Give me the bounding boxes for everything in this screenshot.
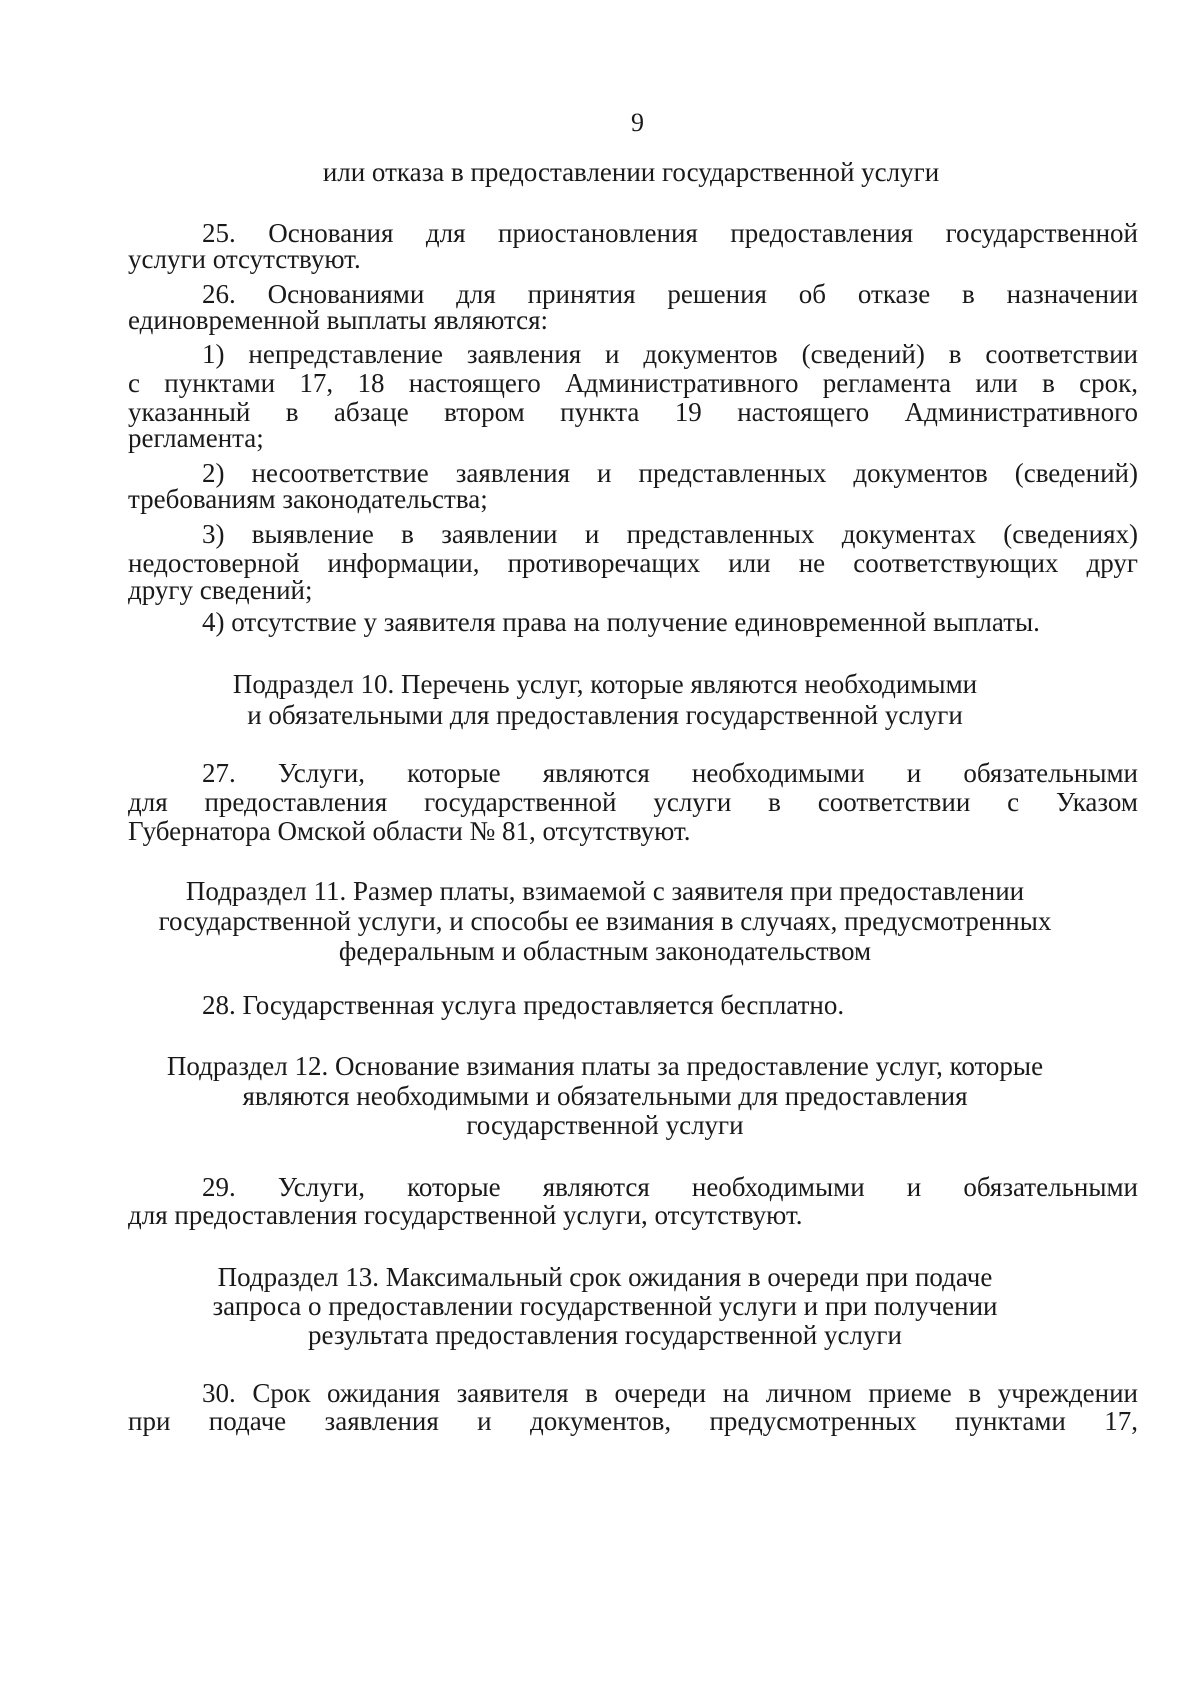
paragraph-29-line-1: 29. Услуги, которые являются необходимыми и обязательными xyxy=(202,1172,1138,1202)
subsection-12-heading-line-2: являются необходимыми и обязательными для предоставления xyxy=(242,1081,968,1111)
paragraph-28: 28. Государственная услуга предоставляется бесплатно. xyxy=(202,990,845,1020)
list-item-1-line-4: регламента; xyxy=(128,423,264,453)
page-number: 9 xyxy=(631,108,644,137)
paragraph-27-line-3: Губернатора Омской области № 81, отсутствуют. xyxy=(128,816,691,846)
list-item-1-line-1: 1) непредставление заявления и документов (сведений) в соответствии xyxy=(202,339,1138,369)
subsection-12-heading-line-3: государственной услуги xyxy=(466,1110,744,1140)
list-item-3-line-3: другу сведений; xyxy=(128,575,313,605)
subsection-13-heading-line-3: результата предоставления государственной услуги xyxy=(308,1320,902,1350)
subsection-12-heading-line-1: Подраздел 12. Основание взимания платы за предоставление услуг, которые xyxy=(166,1051,1044,1081)
list-item-1-line-3: указанный в абзаце втором пункта 19 настоящего Административного xyxy=(128,397,1138,427)
paragraph-27-line-2: для предоставления государственной услуги в соответствии с Указом xyxy=(128,787,1138,817)
paragraph-27-line-1: 27. Услуги, которые являются необходимыми и обязательными xyxy=(202,758,1138,788)
subsection-10-heading-line-1: Подраздел 10. Перечень услуг, которые являются необходимыми xyxy=(232,669,978,699)
paragraph-25-line-2: услуги отсутствуют. xyxy=(128,244,361,274)
subsection-11-heading-line-2: государственной услуги, и способы ее взимания в случаях, предусмотренных xyxy=(158,906,1052,936)
list-item-2-line-2: требованиям законодательства; xyxy=(128,484,488,514)
list-item-1-line-2: с пунктами 17, 18 настоящего Административного регламента или в срок, xyxy=(128,368,1138,398)
subsection-11-heading-line-3: федеральным и областным законодательством xyxy=(338,936,872,966)
paragraph-30-line-2: при подаче заявления и документов, предусмотренных пунктами 17, xyxy=(128,1406,1138,1436)
list-item-2-line-1: 2) несоответствие заявления и представленных документов (сведений) xyxy=(202,458,1138,488)
paragraph-30-line-1: 30. Срок ожидания заявителя в очереди на личном приеме в учреждении xyxy=(202,1378,1138,1408)
subsection-11-heading-line-1: Подраздел 11. Размер платы, взимаемой с заявителя при предоставлении xyxy=(185,876,1025,906)
list-item-4-line-1: 4) отсутствие у заявителя права на получение единовременной выплаты. xyxy=(202,607,1040,637)
list-item-3-line-1: 3) выявление в заявлении и представленных документах (сведениях) xyxy=(202,519,1138,549)
section-heading-tail: или отказа в предоставлении государственной услуги xyxy=(322,157,940,187)
paragraph-26-line-1: 26. Основаниями для принятия решения об отказе в назначении xyxy=(202,279,1138,309)
paragraph-29-line-2: для предоставления государственной услуги, отсутствуют. xyxy=(128,1200,803,1230)
subsection-13-heading-line-2: запроса о предоставлении государственной услуги и при получении xyxy=(212,1291,998,1321)
subsection-10-heading-line-2: и обязательными для предоставления государственной услуги xyxy=(247,700,963,730)
subsection-13-heading-line-1: Подраздел 13. Максимальный срок ожидания в очереди при подаче xyxy=(217,1262,993,1292)
paragraph-25-line-1: 25. Основания для приостановления предоставления государственной xyxy=(202,218,1138,248)
list-item-3-line-2: недостоверной информации, противоречащих или не соответствующих друг xyxy=(128,548,1138,578)
paragraph-26-line-2: единовременной выплаты являются: xyxy=(128,305,549,335)
